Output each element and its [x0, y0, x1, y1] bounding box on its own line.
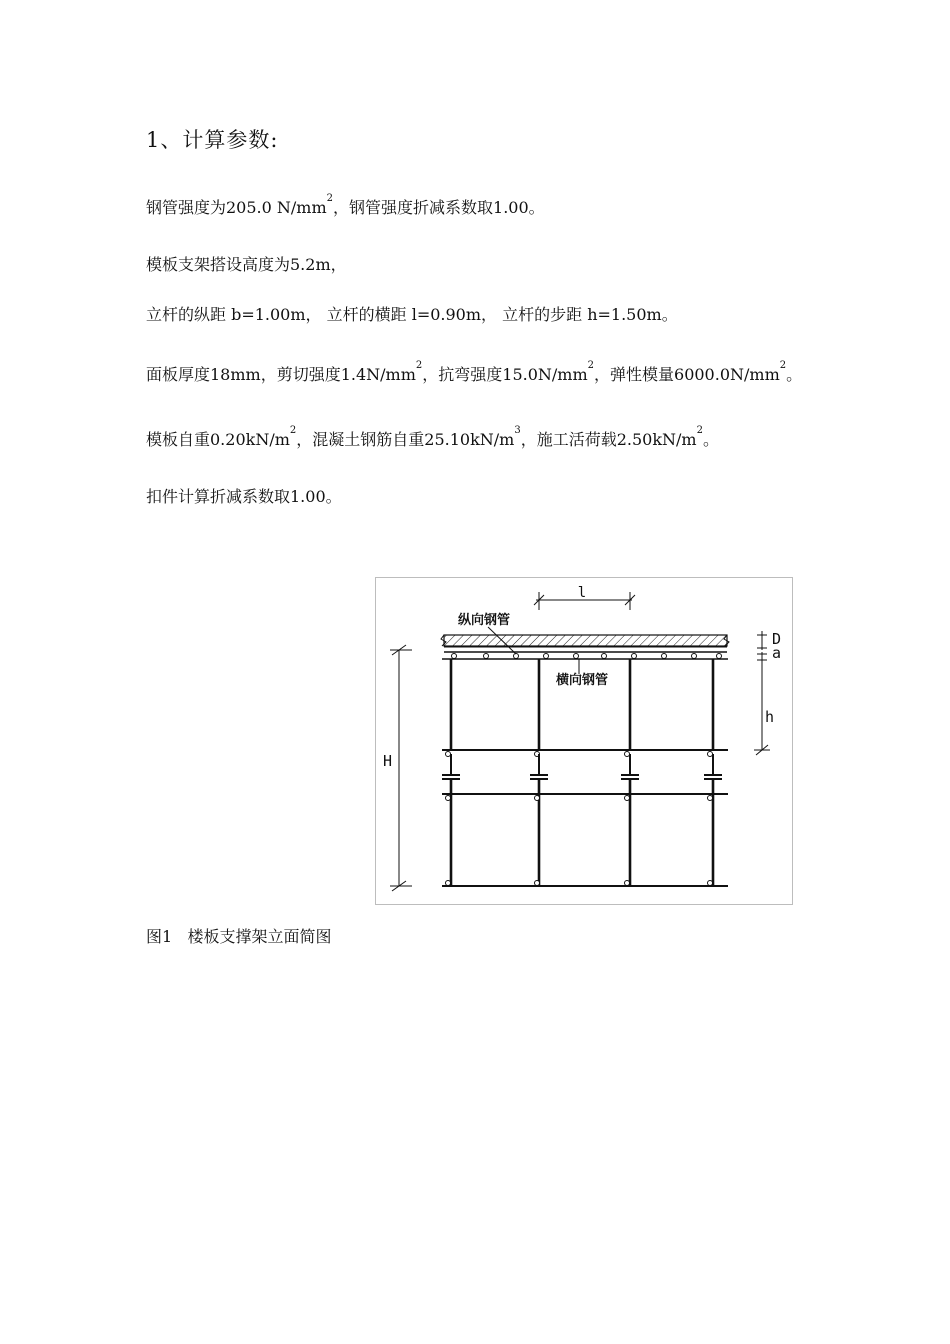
param-panel-part4: 。	[786, 365, 803, 384]
param-panel-part3: ，弹性模量6000.0N/mm	[594, 365, 780, 384]
ledger-1-couplers	[446, 752, 713, 757]
param-height: 模板支架搭设高度为5.2m，	[146, 255, 347, 274]
post-break-symbols	[442, 754, 722, 779]
param-loads-part3: ，施工活荷载2.50kN/m	[520, 430, 697, 449]
param-loads	[146, 427, 719, 450]
param-coupler-factor: 扣件计算折减系数取1.00。	[146, 487, 342, 506]
param-loads-part1: 模板自重0.20kN/m	[146, 430, 290, 449]
param-panel-sup3: 2	[779, 360, 787, 371]
dimension-right	[754, 631, 770, 755]
param-spacing: 立杆的纵距 b=1.00m， 立杆的横距 l=0.90m， 立杆的步距 h=1.50m。	[146, 305, 678, 324]
vertical-posts-lower	[451, 779, 713, 886]
param-steel-strength	[146, 195, 545, 218]
dimension-h-label: h	[765, 708, 775, 726]
param-loads-sup1: 2	[289, 425, 297, 436]
param-panel-part2: ，抗弯强度15.0N/mm	[422, 365, 588, 384]
dimension-D-label: D	[772, 630, 782, 648]
dimension-H	[390, 645, 412, 891]
figure-caption: 图1 楼板支撑架立面简图	[146, 927, 332, 946]
param-steel-strength-prefix: 钢管强度为205.0 N/mm	[146, 198, 327, 217]
param-panel	[146, 362, 802, 385]
param-loads-sup2: 3	[514, 425, 521, 436]
param-panel-part1: 面板厚度18mm，剪切强度1.4N/mm	[146, 365, 416, 384]
param-loads-part2: ，混凝土钢筋自重25.10kN/m	[296, 430, 515, 449]
param-panel-sup2: 2	[587, 360, 595, 371]
section-heading: 1、计算参数:	[146, 128, 279, 152]
dimension-a-label: a	[772, 644, 782, 662]
ledger-bottom-couplers	[446, 881, 713, 886]
param-loads-sup3: 2	[696, 425, 703, 436]
dimension-H-label: H	[383, 752, 393, 770]
dimension-l-label: l	[577, 585, 587, 601]
longitudinal-pipe-label: 纵向钢管	[458, 613, 511, 628]
ledger-2-couplers	[446, 796, 713, 801]
param-steel-strength-sup: 2	[326, 193, 334, 204]
scaffold-diagram	[376, 578, 792, 904]
concrete-slab	[444, 635, 727, 646]
param-steel-strength-suffix: ，钢管强度折减系数取1.00。	[333, 198, 545, 217]
param-loads-part4: 。	[702, 430, 719, 449]
param-panel-sup1: 2	[415, 360, 423, 371]
scaffold-elevation-figure	[375, 577, 793, 905]
transverse-pipe-label: 横向钢管	[556, 673, 609, 688]
longitudinal-pipe-row	[452, 654, 722, 659]
